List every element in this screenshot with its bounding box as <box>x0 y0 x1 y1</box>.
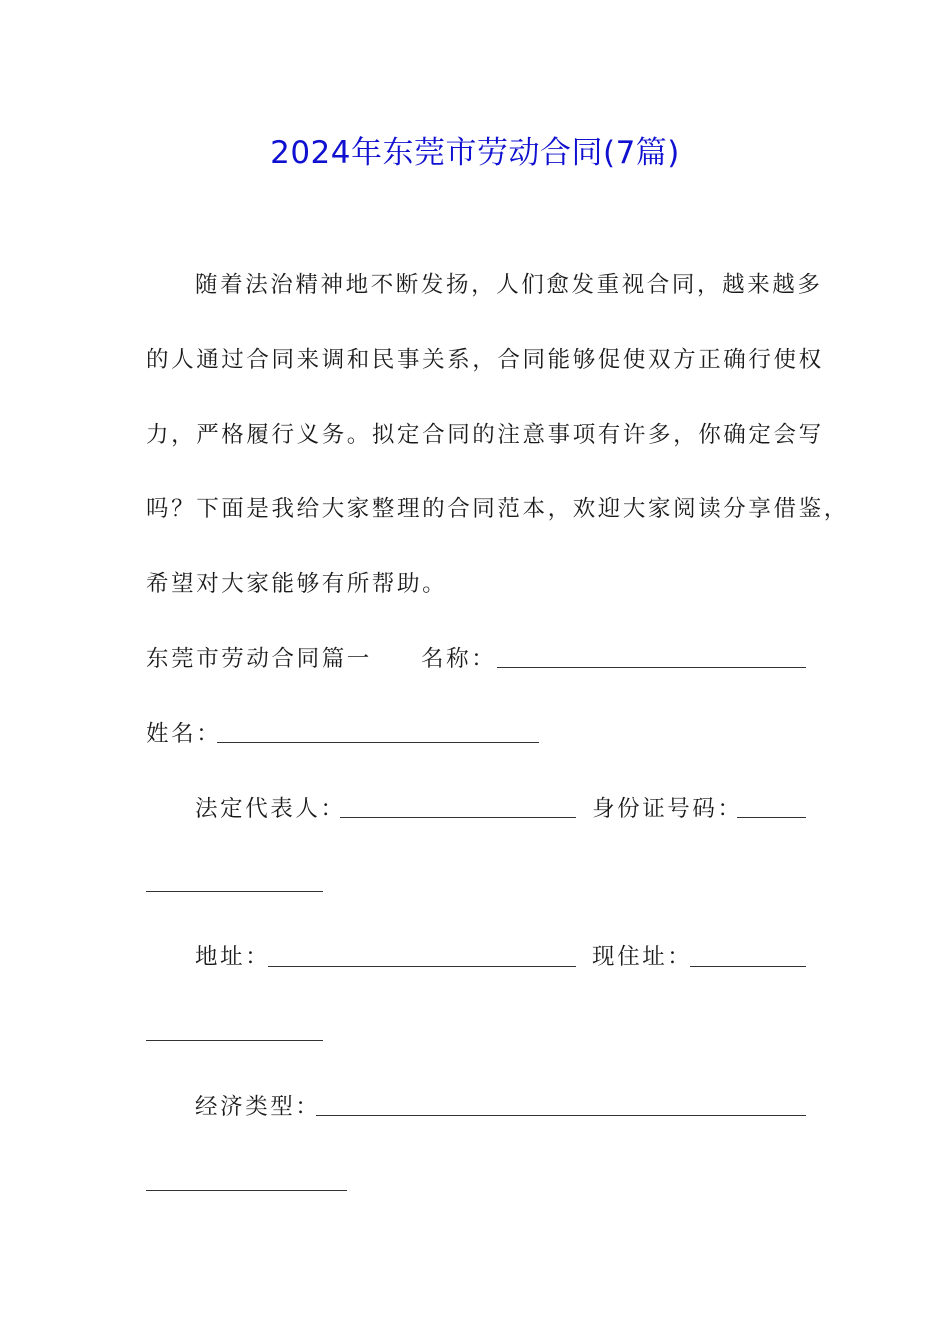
intro-line-2: 的人通过合同来调和民事关系，合同能够促使双方正确行使权 <box>146 347 824 373</box>
intro-line-3: 力，严格履行义务。拟定合同的注意事项有许多，你确定会写 <box>146 422 824 448</box>
legal-rep-blank <box>340 817 576 818</box>
economic-type-label: 经济类型： <box>195 1094 321 1120</box>
person-name-blank <box>217 742 539 743</box>
person-name-label: 姓名： <box>146 721 222 747</box>
current-address-label: 现住址： <box>592 944 693 970</box>
id-number-label: 身份证号码： <box>592 796 743 822</box>
intro-line-5: 希望对大家能够有所帮助。 <box>146 571 448 597</box>
intro-line-4: 吗？下面是我给大家整理的合同范本，欢迎大家阅读分享借鉴， <box>146 496 849 522</box>
id-number-blank-cont <box>146 891 323 892</box>
address-blank <box>268 966 576 967</box>
document-title: 2024年东莞市劳动合同(7篇) <box>270 135 680 171</box>
name-label: 名称： <box>421 646 497 672</box>
id-number-blank <box>737 817 806 818</box>
current-address-blank <box>690 966 806 967</box>
economic-type-blank-cont <box>146 1190 347 1191</box>
current-address-blank-cont <box>146 1040 323 1041</box>
name-blank <box>497 667 806 668</box>
intro-line-1: 随着法治精神地不断发扬，人们愈发重视合同，越来越多 <box>195 272 823 298</box>
legal-rep-label: 法定代表人： <box>195 796 346 822</box>
section-heading: 东莞市劳动合同篇一 <box>146 646 372 672</box>
address-label: 地址： <box>195 944 271 970</box>
economic-type-blank <box>316 1115 806 1116</box>
